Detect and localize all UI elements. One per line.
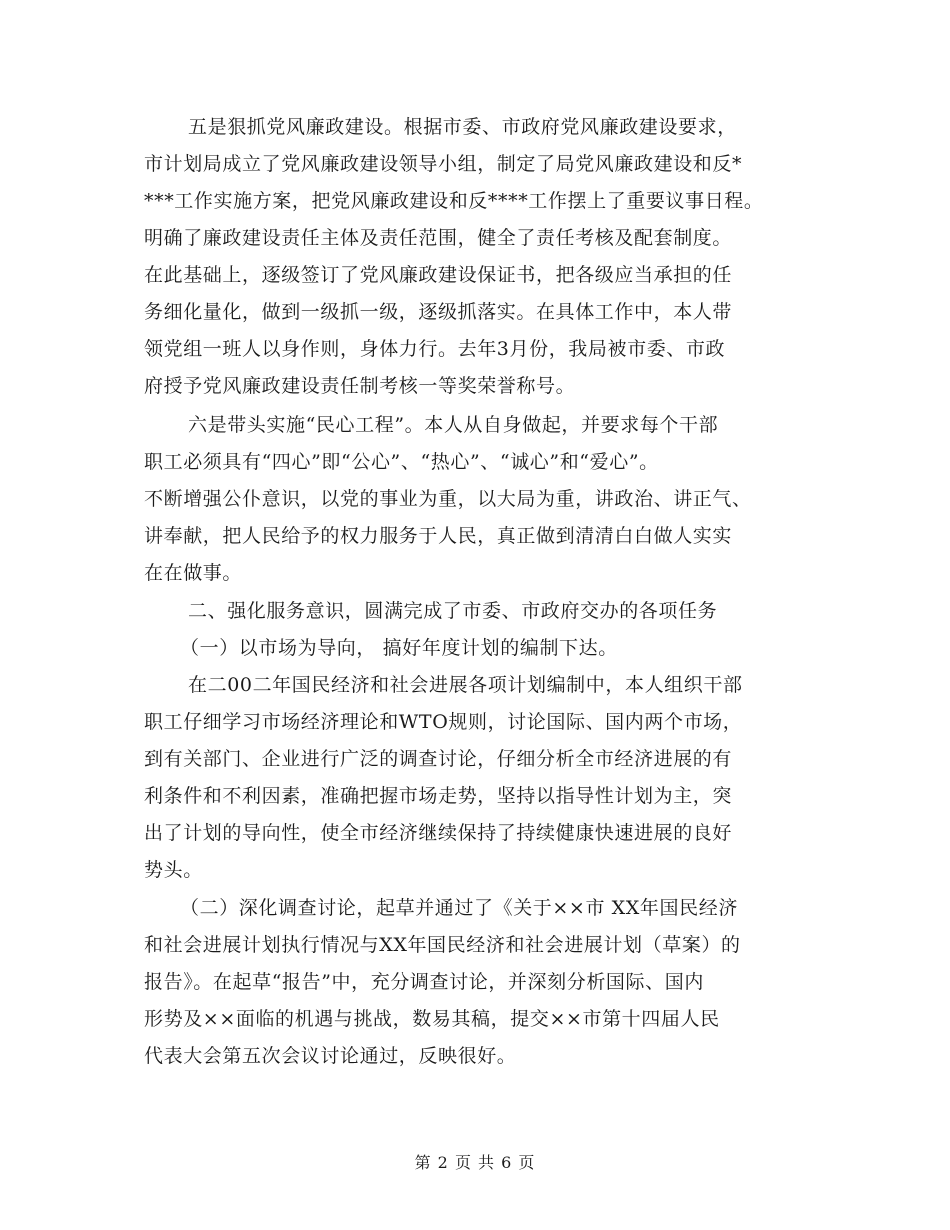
section-heading: 二、强化服务意识，圆满完成了市委、市政府交办的各项任务 [188,600,718,622]
text-line: 职工必须具有“四心”即“公心”、“热心”、“诚心”和“爱心”。 [144,451,659,473]
text-line: 到有关部门、企业进行广泛的调查讨论，仔细分析全市经济进展的有 [144,748,733,770]
text-line: 务细化量化，做到一级抓一级，逐级抓落实。在具体工作中，本人带 [144,301,733,323]
text-line: 和社会进展计划执行情况与XX年国民经济和社会进展计划（草案）的 [144,934,741,956]
text-line: 府授予党风廉政建设责任制考核一等奖荣誉称号。 [144,375,576,397]
text-line: 领党组一班人以身作则，身体力行。去年3月份，我局被市委、市政 [144,338,726,360]
text-line: 市计划局成立了党风廉政建设领导小组，制定了局党风廉政建设和反* [144,153,743,175]
text-line: 形势及××面临的机遇与挑战，数易其稿，提交××市第十四届人民 [144,1008,720,1030]
text-line: 在此基础上，逐级签订了党风廉政建设保证书，把各级应当承担的任 [144,264,733,286]
text-line: 不断增强公仆意识，以党的事业为重，以大局为重，讲政治、讲正气、 [144,488,752,510]
page-number-footer: 第 2 页 共 6 页 [414,1153,536,1172]
text-line: 报告》。在起草“报告”中，充分调查讨论，并深刻分析国际、国内 [144,971,704,993]
text-line: 在二00二年国民经济和社会进展各项计划编制中，本人组织干部 [188,674,743,696]
text-line: 在在做事。 [144,562,243,584]
subsection-heading: （二）深化调查讨论，起草并通过了《关于××市 XX年国民经济 [180,897,738,919]
text-line: 势头。 [144,859,203,881]
text-line: ***工作实施方案，把党风廉政建设和反****工作摆上了重要议事日程。 [144,190,764,212]
text-line: 职工仔细学习市场经济理论和WTO规则，讨论国际、国内两个市场， [144,711,743,733]
text-line: 讲奉献，把人民给予的权力服务于人民，真正做到清清白白做人实实 [144,525,733,547]
text-line: 明确了廉政建设责任主体及责任范围，健全了责任考核及配套制度。 [144,227,733,249]
subsection-heading: （一）以市场为导向， 搞好年度计划的编制下达。 [180,637,618,659]
text-line: 利条件和不利因素，准确把握市场走势，坚持以指导性计划为主，突 [144,785,733,807]
text-line: 六是带头实施“民心工程”。本人从自身做起，并要求每个干部 [188,414,719,436]
text-line: 五是狠抓党风廉政建设。根据市委、市政府党风廉政建设要求， [188,116,737,138]
text-line: 出了计划的导向性，使全市经济继续保持了持续健康快速进展的良好 [144,822,733,844]
text-line: 代表大会第五次会议讨论通过，反映很好。 [144,1045,517,1067]
